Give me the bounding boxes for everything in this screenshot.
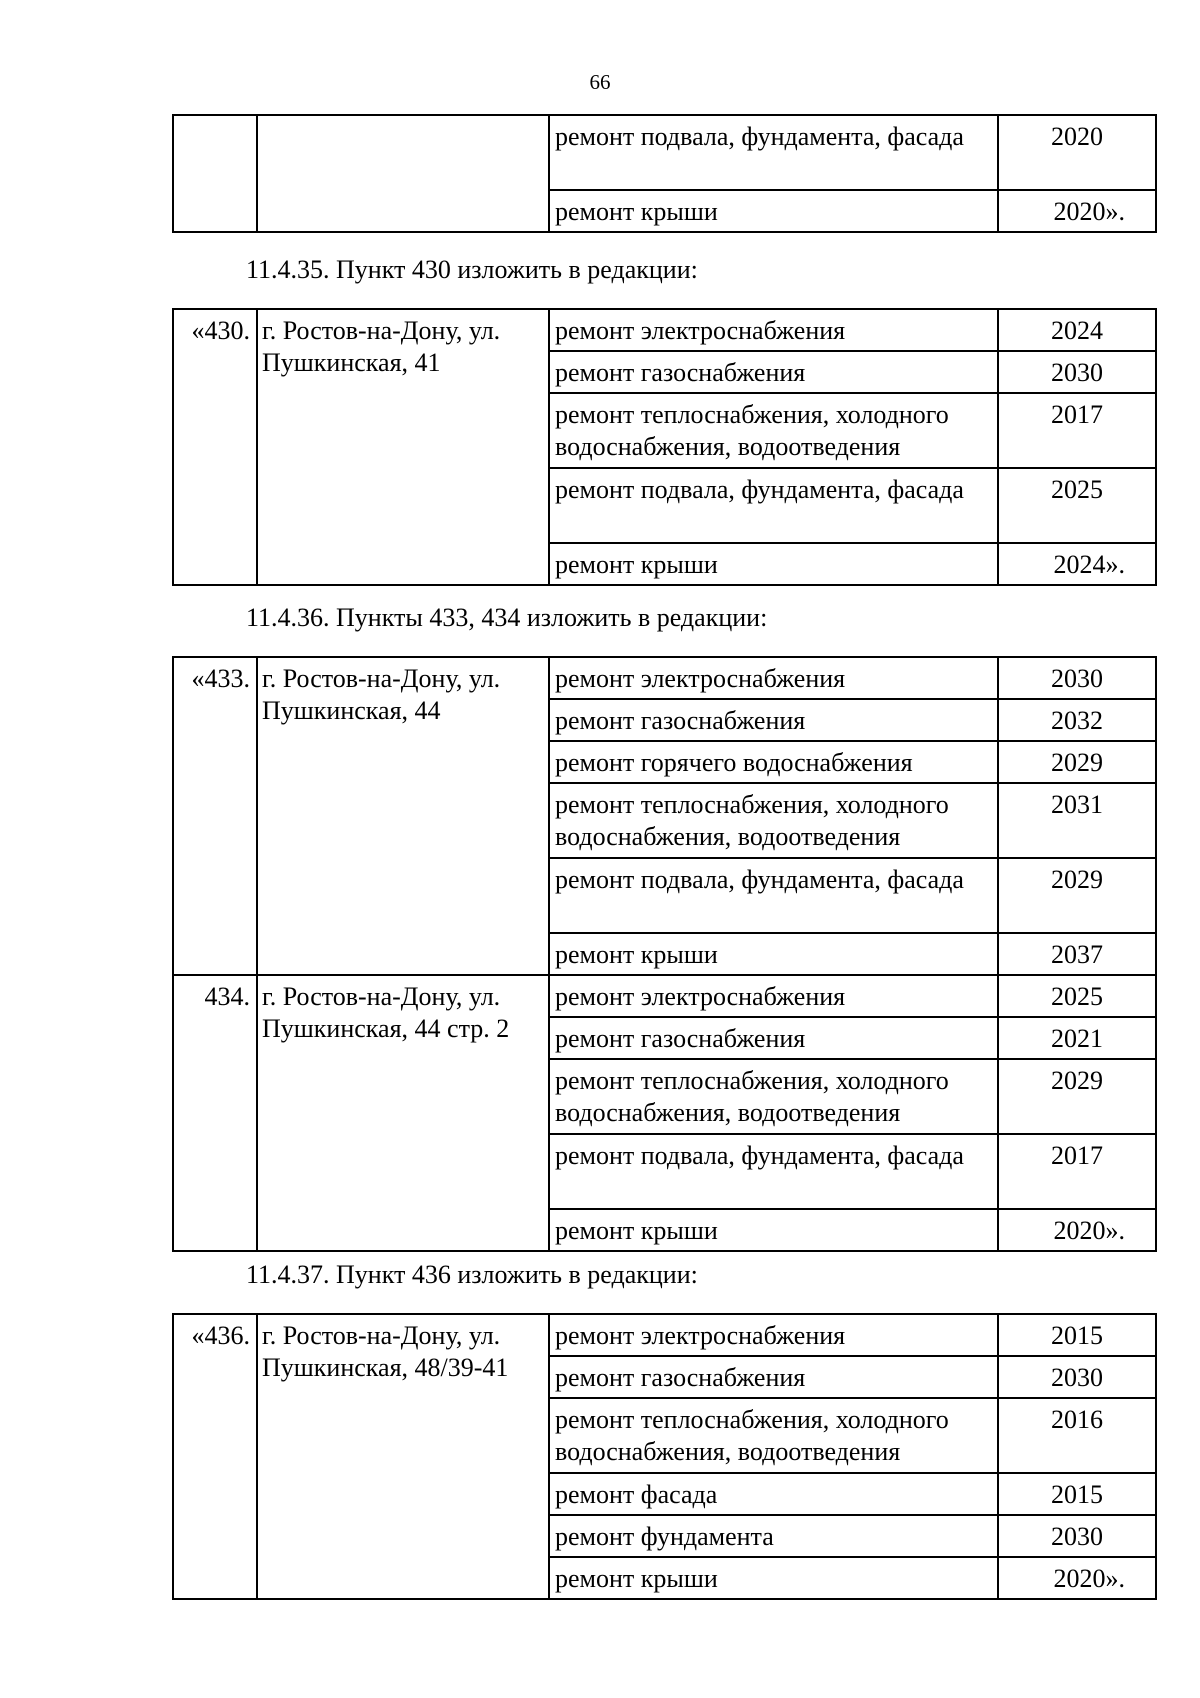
year-cell: 2017 [998,1134,1156,1209]
year-cell: 2015 [998,1473,1156,1515]
year-cell: 2015 [998,1314,1156,1356]
year-cell: 2020 [998,115,1156,190]
address-cell: г. Ростов-на-Дону, ул. Пушкинская, 44 стр. 2 [257,975,549,1251]
year-cell: 2029 [998,1059,1156,1134]
year-cell: 2020». [998,190,1156,232]
year-cell: 2029 [998,741,1156,783]
work-type-cell: ремонт фасада [549,1473,998,1515]
work-type-cell: ремонт электроснабжения [549,657,998,699]
year-cell: 2031 [998,783,1156,858]
item-number-cell: «436. [173,1314,257,1599]
item-number-cell [173,115,257,232]
year-cell: 2030 [998,657,1156,699]
work-type-cell: ремонт крыши [549,1209,998,1251]
section-heading-11-4-36: 11.4.36. Пункты 433, 434 изложить в редакции: [246,603,768,632]
continuation-table [172,114,1157,233]
work-type-cell: ремонт электроснабжения [549,975,998,1017]
address-cell: г. Ростов-на-Дону, ул. Пушкинская, 48/39-41 [257,1314,549,1599]
year-cell: 2025 [998,468,1156,543]
table-row [173,309,1156,351]
year-cell: 2016 [998,1398,1156,1473]
work-type-cell: ремонт фундамента [549,1515,998,1557]
year-cell: 2037 [998,933,1156,975]
year-cell: 2024 [998,309,1156,351]
table-row [173,115,1156,190]
work-type-cell: ремонт крыши [549,1557,998,1599]
work-type-cell: ремонт подвала, фундамента, фасада [549,468,998,543]
work-type-cell: ремонт теплоснабжения, холодного водоснабжения, водоотведения [549,393,998,468]
table-row [173,975,1156,1017]
year-cell: 2020». [998,1557,1156,1599]
work-type-cell: ремонт электроснабжения [549,1314,998,1356]
year-cell: 2030 [998,1515,1156,1557]
work-type-cell: ремонт подвала, фундамента, фасада [549,1134,998,1209]
section-heading-11-4-37: 11.4.37. Пункт 436 изложить в редакции: [246,1260,698,1289]
work-type-cell: ремонт газоснабжения [549,1356,998,1398]
year-cell: 2029 [998,858,1156,933]
year-cell: 2020». [998,1209,1156,1251]
year-cell: 2032 [998,699,1156,741]
work-type-cell: ремонт теплоснабжения, холодного водоснабжения, водоотведения [549,783,998,858]
work-type-cell: ремонт электроснабжения [549,309,998,351]
item-number-cell: «433. [173,657,257,975]
work-type-cell: ремонт теплоснабжения, холодного водоснабжения, водоотведения [549,1398,998,1473]
work-type-cell: ремонт горячего водоснабжения [549,741,998,783]
table-row [173,1314,1156,1356]
year-cell: 2017 [998,393,1156,468]
year-cell: 2021 [998,1017,1156,1059]
item-430-table [172,308,1157,586]
item-436-table [172,1313,1157,1600]
year-cell: 2030 [998,351,1156,393]
address-cell [257,115,549,232]
page-number: 66 [589,70,611,94]
work-type-cell: ремонт подвала, фундамента, фасада [549,858,998,933]
year-cell: 2024». [998,543,1156,585]
work-type-cell: ремонт крыши [549,933,998,975]
address-cell: г. Ростов-на-Дону, ул. Пушкинская, 41 [257,309,549,585]
item-number-cell: 434. [173,975,257,1251]
work-type-cell: ремонт газоснабжения [549,351,998,393]
year-cell: 2030 [998,1356,1156,1398]
year-cell: 2025 [998,975,1156,1017]
work-type-cell: ремонт теплоснабжения, холодного водоснабжения, водоотведения [549,1059,998,1134]
table-row [173,657,1156,699]
section-heading-11-4-35: 11.4.35. Пункт 430 изложить в редакции: [246,255,698,284]
work-type-cell: ремонт крыши [549,190,998,232]
work-type-cell: ремонт крыши [549,543,998,585]
work-type-cell: ремонт подвала, фундамента, фасада [549,115,998,190]
work-type-cell: ремонт газоснабжения [549,699,998,741]
work-type-cell: ремонт газоснабжения [549,1017,998,1059]
item-number-cell: «430. [173,309,257,585]
address-cell: г. Ростов-на-Дону, ул. Пушкинская, 44 [257,657,549,975]
items-433-434-table [172,656,1157,1252]
